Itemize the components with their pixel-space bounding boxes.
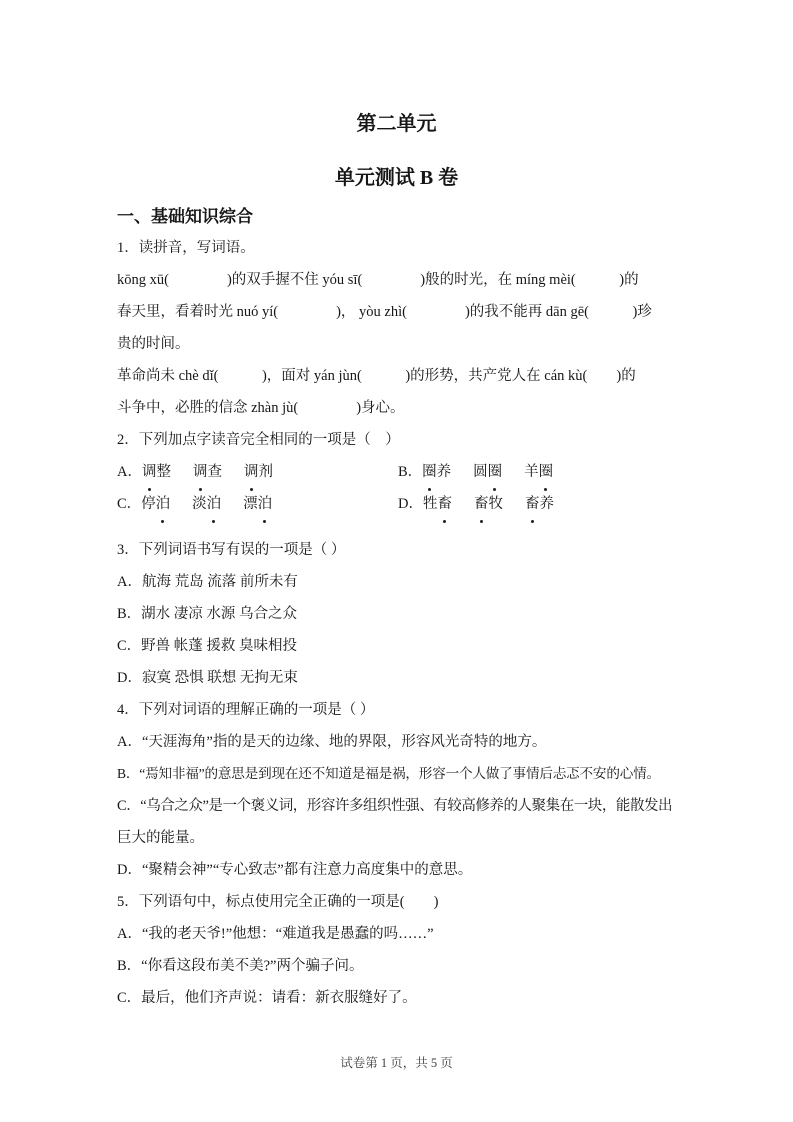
question-lines xyxy=(117,232,676,1014)
emphasized-char: 泊 xyxy=(207,488,222,520)
q2-stem: 2．下列加点字读音完全相同的一项是（ ） xyxy=(117,432,400,448)
emphasized-char: 畜 xyxy=(437,488,452,520)
q2-word: 调查 xyxy=(193,464,222,480)
q2-option-d xyxy=(398,488,554,520)
q2-option-b xyxy=(398,456,553,488)
unit-title: 第二单元 xyxy=(356,113,437,135)
q1-line-1: kōng xū( )的双手握不住 yóu sī( )般的时光，在 míng mèi( )的 xyxy=(117,272,639,288)
q2-options-row-1 xyxy=(117,456,676,488)
q2-word: 淡泊 xyxy=(192,496,221,512)
q2-option-a-label: A． xyxy=(117,464,142,480)
q2-option-b-label: B． xyxy=(398,464,423,480)
emphasized-char: 圈 xyxy=(422,456,437,488)
q2-word: 羊圈 xyxy=(524,464,553,480)
q2-options-row-2 xyxy=(117,488,676,520)
q3-option-d: D．寂寞 恐惧 联想 无拘无束 xyxy=(117,670,298,686)
q2-word: 畜养 xyxy=(525,496,554,512)
q2-word: 圈养 xyxy=(422,464,451,480)
emphasized-char: 圈 xyxy=(488,456,503,488)
q3-option-c: C．野兽 帐蓬 援救 臭味相投 xyxy=(117,638,298,654)
q4-option-c-line-2: 巨大的能量。 xyxy=(117,830,204,846)
paper-title: 单元测试 B 卷 xyxy=(334,167,459,189)
q5-option-b: B．“你看这段布美不美?”两个骗子问。 xyxy=(117,958,364,974)
q2-word: 漂泊 xyxy=(243,496,272,512)
q1-stem: 1．读拼音，写词语。 xyxy=(117,240,255,256)
q2-option-d-label: D． xyxy=(398,496,423,512)
q5-stem: 5．下列语句中，标点使用完全正确的一项是( ) xyxy=(117,894,439,910)
page-footer: 试卷第 1 页，共 5 页 xyxy=(340,1056,453,1070)
q5-option-c: C．最后，他们齐声说：请看：新衣服缝好了。 xyxy=(117,990,417,1006)
emphasized-char: 圈 xyxy=(539,456,554,488)
q2-word: 停泊 xyxy=(141,496,170,512)
q4-option-a: A．“天涯海角”指的是天的边缘、地的界限，形容风光奇特的地方。 xyxy=(117,734,547,750)
q2-word: 调整 xyxy=(142,464,171,480)
q4-stem: 4．下列对词语的理解正确的一项是（ ） xyxy=(117,702,375,718)
emphasized-char: 畜 xyxy=(525,488,540,520)
q2-word: 畜牧 xyxy=(474,496,503,512)
q2-word: 圆圈 xyxy=(473,464,502,480)
q5-option-a: A．“我的老天爷!”他想：“难道我是愚蠢的吗……” xyxy=(117,926,434,942)
q3-stem: 3．下列词语书写有误的一项是（ ） xyxy=(117,542,346,558)
q2-option-c xyxy=(117,488,398,520)
q4-option-c-line-1: C．“乌合之众”是一个褒义词，形容许多组织性强、有较高修养的人聚集在一块，能散发出 xyxy=(117,798,673,814)
emphasized-char: 调 xyxy=(142,456,157,488)
q1-line-3: 贵的时间。 xyxy=(117,336,190,352)
emphasized-char: 泊 xyxy=(258,488,273,520)
q1-line-5: 斗争中，必胜的信念 zhàn jù( )身心。 xyxy=(117,400,405,416)
section-heading-basic-knowledge: 一、基础知识综合 xyxy=(117,207,253,226)
q3-option-a: A．航海 荒岛 流落 前所未有 xyxy=(117,574,298,590)
q4-option-d: D．“聚精会神”“专心致志”都有注意力高度集中的意思。 xyxy=(117,862,473,878)
blank-line xyxy=(117,520,676,534)
q2-word: 调剂 xyxy=(244,464,273,480)
q4-option-b: B．“焉知非福”的意思是到现在还不知道是福是祸，形容一个人做了事情后忐忑不安的心情。 xyxy=(117,766,660,781)
q1-line-4: 革命尚未 chè dǐ( )，面对 yán jùn( )的形势，共产党人在 cán kù( )的 xyxy=(117,368,636,384)
q3-option-b: B．湖水 凄凉 水源 乌合之众 xyxy=(117,606,298,622)
q2-option-a xyxy=(117,456,398,488)
emphasized-char: 泊 xyxy=(156,488,171,520)
emphasized-char: 调 xyxy=(193,456,208,488)
emphasized-char: 畜 xyxy=(474,488,489,520)
q2-word: 牲畜 xyxy=(423,496,452,512)
q1-line-2: 春天里，看着时光 nuó yí( )， yòu zhì( )的我不能再 dān gē( )珍 xyxy=(117,304,652,320)
emphasized-char: 调 xyxy=(244,456,259,488)
q2-option-c-label: C． xyxy=(117,496,142,512)
